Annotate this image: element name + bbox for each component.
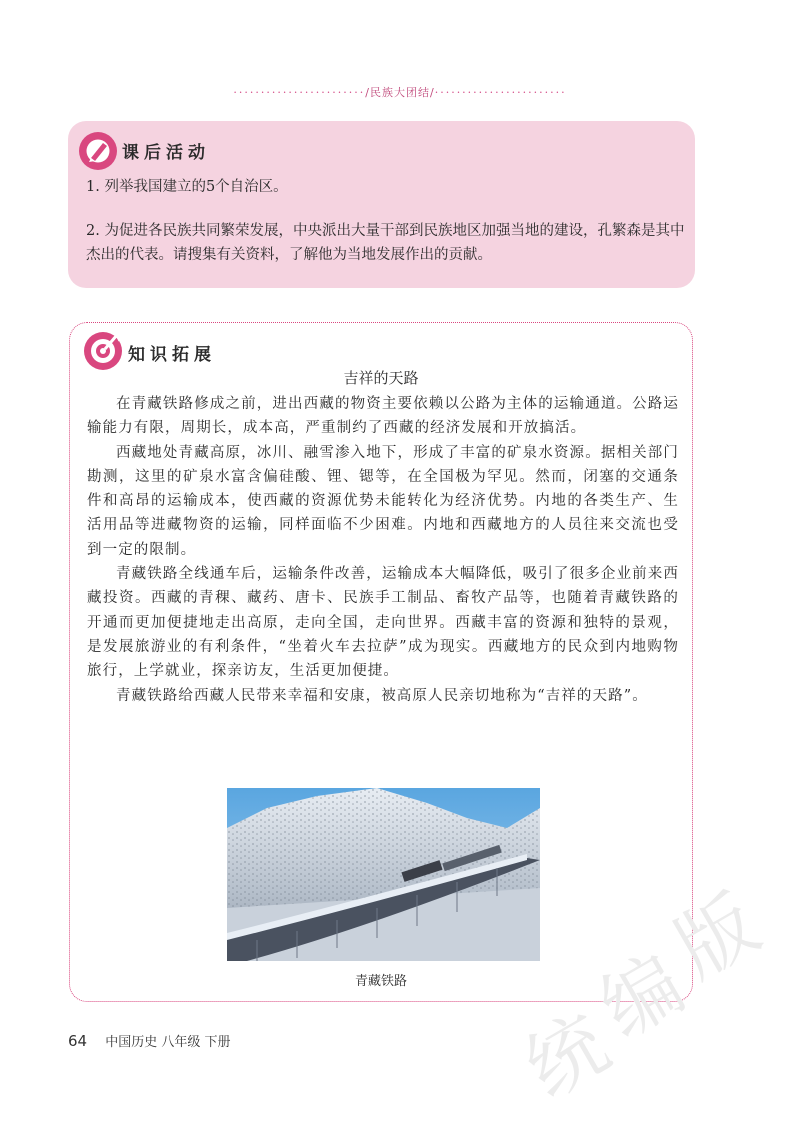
activity-item-1: 1. 列举我国建立的5个自治区。 [86, 179, 288, 195]
paragraph: 在青藏铁路修成之前，进出西藏的物资主要依赖以公路为主体的运输通道。公路运输能力有限，周期长，成本高，严重制约了西藏的经济发展和开放搞活。 [87, 396, 679, 437]
page-number: 64 [68, 1032, 88, 1050]
header-dots-right: ························ [434, 86, 567, 99]
photo-caption: 青藏铁路 [354, 974, 407, 989]
watermark-char: 统 [511, 998, 624, 1116]
railway-photo [227, 788, 540, 961]
paragraph: 青藏铁路全线通车后，运输条件改善，运输成本大幅降低，吸引了很多企业前来西藏投资。西藏的青稞、藏药、唐卡、民族手工制品、畜牧产品等，也随着青藏铁路的开通而更加便捷地走出高原，走向全国，走向世界。西藏丰富的资源和独特的景观，是发展旅游业的有利条件，“坐着火车去拉萨”成为现实。西藏地方的民众到内地购物旅行，上学就业，探亲访友，生活更加便捷。 [87, 566, 679, 680]
article-body [87, 392, 679, 708]
watermark-char: 版 [661, 878, 774, 996]
knowledge-box [69, 322, 693, 1002]
chapter-header [0, 84, 800, 100]
activity-item-2: 2. 为促进各民族共同繁荣发展，中央派出大量干部到民族地区加强当地的建设，孔繁森是其中杰出的代表。请搜集有关资料，了解他为当地发展作出的贡献。 [86, 223, 685, 263]
target-badge-icon [83, 331, 123, 371]
paragraph: 西藏地处青藏高原，冰川、融雪渗入地下，形成了丰富的矿泉水资源。据相关部门勘测，这里的矿泉水富含偏硅酸、锂、锶等，在全国极为罕见。然而，闭塞的交通条件和高昂的运输成本，使西藏的资源优势未能转化为经济优势。内地的各类生产、生活用品等进藏物资的运输，同样面临不少困难。内地和西藏地方的人员往来交流也受到一定的限制。 [87, 444, 679, 558]
activity-title: 课后活动 [122, 143, 210, 163]
header-title: /民族大团结/ [365, 86, 435, 99]
page-footer [68, 1031, 231, 1050]
header-dots-left: ························ [233, 86, 366, 99]
paragraph: 青藏铁路给西藏人民带来幸福和安康，被高原人民亲切地称为“吉祥的天路”。 [116, 687, 648, 704]
activity-box [68, 121, 695, 288]
book-title: 中国历史 八年级 下册 [105, 1035, 231, 1050]
article-title: 吉祥的天路 [343, 369, 419, 387]
watermark-char: 编 [586, 938, 699, 1056]
pencil-badge-icon [78, 131, 118, 171]
knowledge-title: 知识拓展 [128, 345, 216, 365]
